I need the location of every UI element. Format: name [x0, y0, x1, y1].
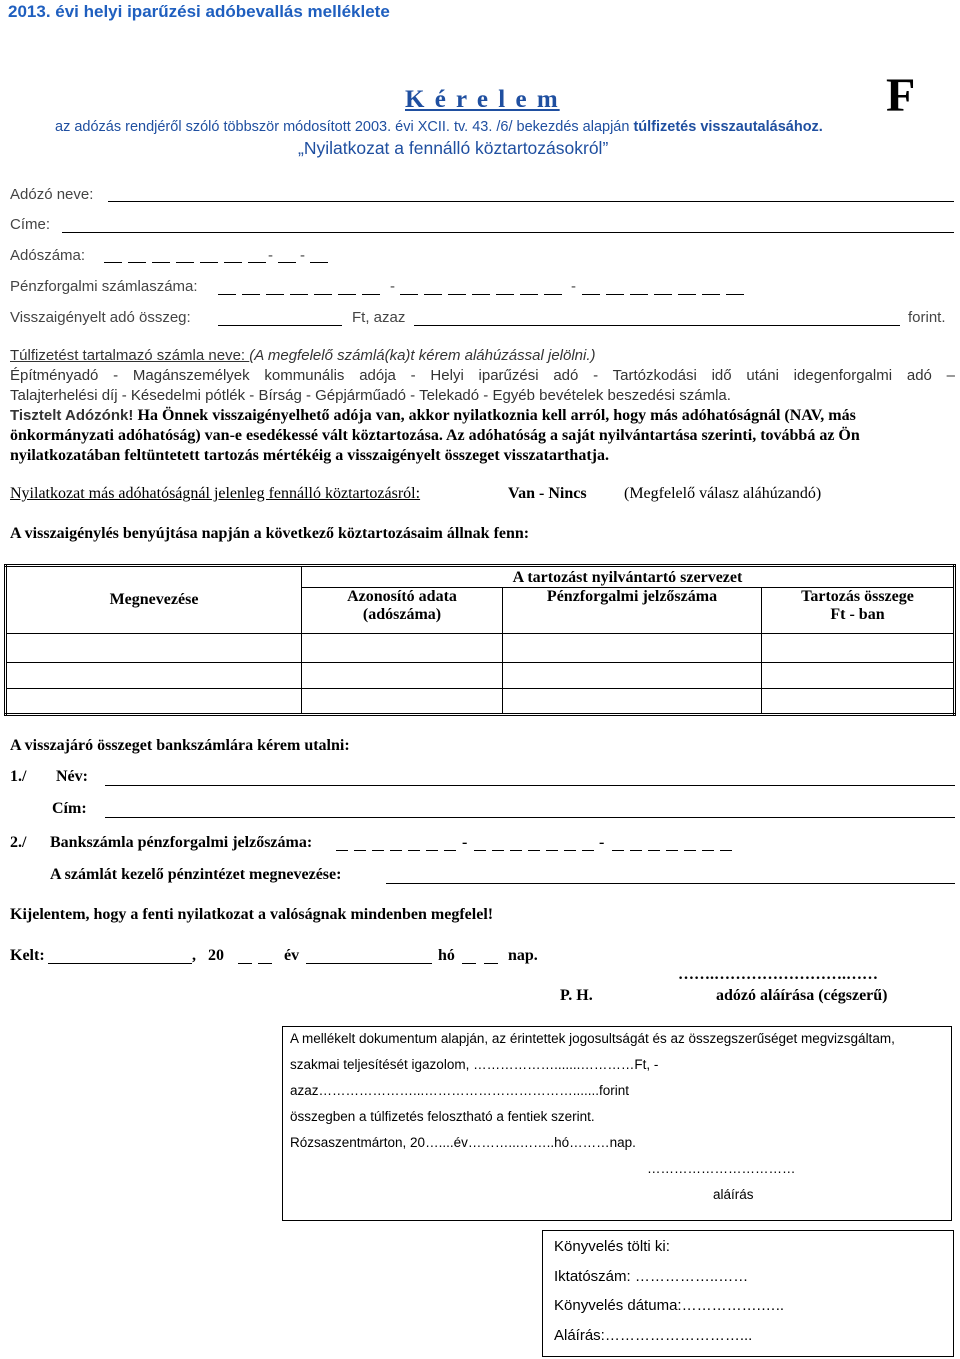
kezelo-line[interactable] — [386, 883, 955, 884]
bank-sep-1: - — [462, 834, 468, 851]
tulfizetes-label: Túlfizetést tartalmazó számla neve: — [10, 347, 250, 364]
tartozas-table — [4, 564, 956, 716]
forint-label: forint. — [908, 309, 946, 326]
szamla-list-line2: Talajterhelési díj - Késedelmi pótlék - Bírság - Gépjárműadó - Telekadó - Egyéb bevételek beszedési számla. — [10, 387, 731, 404]
box2-alairas: Aláírás:………………………... — [554, 1327, 753, 1344]
penzforgalmi-sep-1: - — [390, 278, 395, 295]
bankszamla-label: Bankszámla pénzforgalmi jelzőszáma: — [50, 834, 313, 851]
day-digit-2[interactable] — [484, 963, 498, 964]
item-2: 2./ — [10, 834, 27, 851]
nap-label: nap. — [508, 947, 538, 964]
cim-line[interactable] — [105, 817, 955, 818]
szamla-list-line1: Építményadó - Magánszemélyek kommunális adója - Helyi iparűzési adó - Tartózkodási idő utáni idegenforgalmi adó – — [10, 367, 955, 384]
col-penzforgalmi: Pénzforgalmi jelzőszáma — [503, 588, 762, 634]
nyilatkozat-title: „Nyilatkozat a fennálló köztartozásokról” — [298, 138, 609, 158]
kezelo-label: A számlát kezelő pénzintézet megnevezése: — [50, 866, 342, 883]
col-megnevezese: Megnevezése — [6, 566, 302, 634]
cime-label: Címe: — [10, 216, 51, 233]
osszeg-line[interactable] — [218, 325, 342, 326]
adoszama-sep-1: - — [268, 247, 273, 264]
letter-text-2: önkormányzati adóhatóság) van-e esedékessé vált köztartozása. — [10, 427, 443, 444]
tulfizetes-line — [10, 347, 596, 364]
igazolas-box — [282, 1026, 952, 1221]
box1-line5: Rózsaszentmárton, 20…....év………...……..hó………nap. — [290, 1135, 636, 1150]
visszaigenyelt-label: Visszaigényelt adó összeg: — [10, 309, 191, 326]
nyilatkozat-label: Nyilatkozat más adóhatóságnál jelenleg fennálló köztartozásról: — [10, 485, 421, 502]
ho-label: hó — [438, 947, 455, 964]
cim-label: Cím: — [52, 800, 87, 817]
subtitle-text: az adózás rendjéről szóló többször módosított 2003. évi XCII. tv. 43. /6/ bekezdés alapján — [55, 119, 630, 135]
ft-azaz-label: Ft, azaz — [352, 309, 406, 326]
kijelentem: Kijelentem, hogy a fenti nyilatkozat a valóságnak mindenben megfelel! — [10, 906, 494, 923]
van-nincs[interactable]: Van - Nincs — [508, 485, 587, 502]
tulfizetes-italic: (A megfelelő számlá(ka)t kérem aláhúzással jelölni.) — [249, 347, 596, 364]
box2-datum: Könyvelés dátuma:…………….….. — [554, 1297, 785, 1314]
box2-line1: Könyvelés tölti ki: — [554, 1238, 670, 1255]
col-azonosito-2: (adószáma) — [362, 606, 442, 624]
betuvel-line[interactable] — [414, 325, 900, 326]
form-letter: F — [886, 69, 916, 122]
cime-line[interactable] — [62, 232, 954, 233]
box1-dots: …………………………… — [647, 1161, 796, 1176]
letter-line1 — [10, 407, 856, 425]
ph-label: P. H. — [560, 987, 593, 1004]
col-azonosito — [302, 588, 503, 634]
honap-line[interactable] — [306, 963, 432, 964]
kelt-20: , 20 — [192, 947, 224, 964]
box1-line3: azaz…………………...…………………………….......forint — [290, 1083, 630, 1098]
box2-iktatoszam: Iktatószám: ……………..…… — [554, 1268, 749, 1285]
table-row[interactable] — [6, 688, 955, 714]
nev-label: Név: — [56, 768, 88, 785]
nev-line[interactable] — [105, 785, 955, 786]
day-digit-1[interactable] — [462, 963, 476, 964]
header-title: 2013. évi helyi iparűzési adóbevallás melléklete — [8, 2, 390, 21]
box1-line1: A mellékelt dokumentum alapján, az érintettek jogosultságát és az összegszerűséget megvizsgáltam, — [290, 1031, 895, 1046]
col-tartozas — [762, 588, 955, 634]
penzforgalmi-sep-2: - — [571, 278, 576, 295]
konyveles-box — [542, 1230, 954, 1357]
utalas-title: A visszajáró összeget bankszámlára kérem utalni: — [10, 737, 350, 754]
kelt-place-line[interactable] — [48, 963, 192, 964]
letter-line2 — [10, 427, 860, 445]
col-azonosito-1: Azonosító adata — [347, 588, 457, 606]
van-nincs-note: (Megfelelő válasz aláhúzandó) — [624, 485, 822, 502]
year-digit-1[interactable] — [238, 963, 252, 964]
adozo-neve-label: Adózó neve: — [10, 186, 94, 203]
letter-text-3: nyilatkozatában feltüntetett tartozás mértékéig a visszaigényelt összeget visszatarthatja. — [10, 447, 609, 464]
table-row[interactable] — [6, 634, 955, 662]
kerelem-title: K é r e l e m — [405, 86, 560, 113]
adozo-neve-line[interactable] — [108, 201, 954, 202]
allnak-fenn: A visszaigénylés benyújtása napján a következő köztartozásaim állnak fenn: — [10, 525, 530, 542]
table-row[interactable] — [6, 662, 955, 688]
box1-line4: összegben a túlfizetés felosztható a fentiek szerint. — [290, 1109, 595, 1124]
kelt-label: Kelt: — [10, 947, 45, 964]
letter-greeting: Tisztelt Adózónk! — [10, 407, 134, 424]
letter-text-2b: Az adóhatóság a saját nyilvántartása szerinti, továbbá az Ön — [442, 427, 860, 444]
adoszama-sep-2: - — [300, 247, 305, 264]
subtitle — [55, 119, 823, 135]
year-digit-2[interactable] — [258, 963, 272, 964]
adoszama-label: Adószáma: — [10, 247, 86, 264]
alairas-label: adózó aláírása (cégszerű) — [716, 987, 888, 1004]
subtitle-bold: túlfizetés visszautalásához. — [633, 119, 823, 135]
box1-alairas: aláírás — [713, 1187, 754, 1202]
letter-text-1: Ha Önnek visszaigényelhető adója van, akkor nyilatkoznia kell arról, hogy más adóhatóságnál (NAV, más — [137, 407, 856, 424]
signature-dots: …….…………………….…… — [678, 966, 878, 983]
penzforgalmi-label: Pénzforgalmi számlaszáma: — [10, 278, 198, 295]
group-header: A tartozást nyilvántartó szervezet — [302, 566, 955, 588]
bank-sep-2: - — [599, 834, 605, 851]
col-tartozas-2: Ft - ban — [830, 606, 885, 624]
ev-label: év — [284, 947, 300, 964]
item-1: 1./ — [10, 768, 27, 785]
box1-line2: szakmai teljesítését igazolom, ……………….......…………Ft, - — [290, 1057, 659, 1072]
col-tartozas-1: Tartozás összege — [801, 588, 914, 606]
